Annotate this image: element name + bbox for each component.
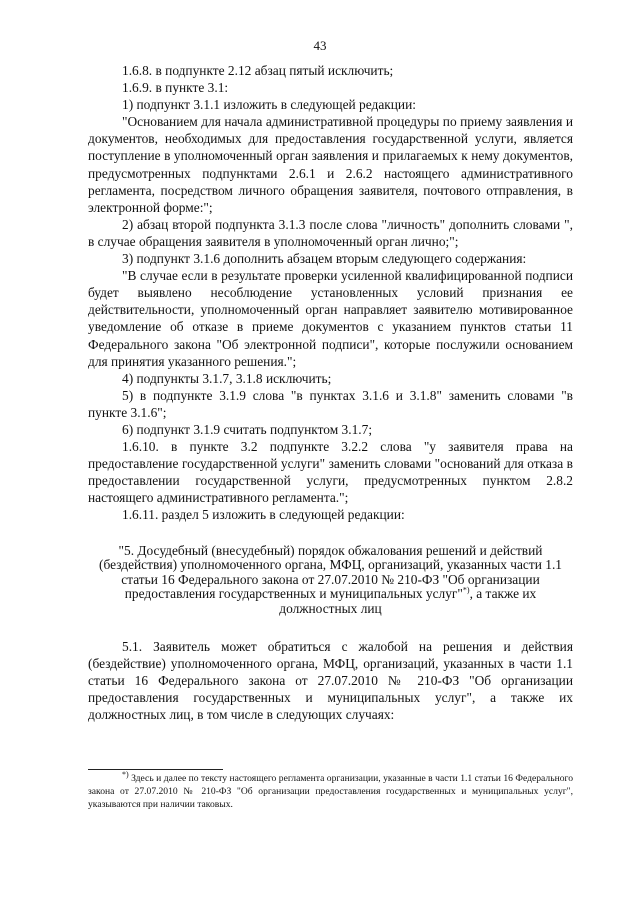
paragraph-item-5: 5) в подпункте 3.1.9 слова "в пунктах 3.1.6 и 3.1.8" заменить словами "в пункте 3.1.6";	[88, 387, 573, 420]
paragraph-quote-3-1-6: "В случае если в результате проверки усиленной квалифицированной подписи будет выявлено несоблюдение установленных условий признания ее действительности, уполномоченный орган направляет заявителю мотивированное уведомление об отказе в приеме документов с указанием пунктов статьи 11 Федерального закона "Об электронной подписи", которые послужили основанием для принятия указанного решения.";	[88, 268, 573, 369]
paragraph-item-6: 6) подпункт 3.1.9 считать подпунктом 3.1.7;	[122, 421, 373, 437]
paragraph-item-2: 2) абзац второй подпункта 3.1.3 после слова "личность" дополнить словами ", в случае обращения заявителя в уполномоченный орган лично;";	[88, 216, 573, 249]
section-heading-text: "5. Досудебный (внесудебный) порядок обжалования решений и действий (бездействия) уполномоченного органа, МФЦ, организаций, указанных части 1.1 статьи 16 Федерального закона от 27.07.2010 № 210-ФЗ "Об организации предоставления государственных и муниципальных услуг"	[99, 542, 562, 602]
paragraph-quote-3-1-1: "Основанием для начала административной процедуры по приему заявления и документов, необходимых для предоставления государственной услуги, является поступление в уполномоченный орган заявления и прилагаемых к нему документов, предусмотренных подпунктами 2.6.1 и 2.6.2 настоящего административного регламента, посредством личного обращения заявителя, почтового отправления, в электронной форме:";	[88, 114, 573, 215]
paragraph-1-6-9: 1.6.9. в пункте 3.1:	[122, 80, 229, 96]
paragraph-5-1: 5.1. Заявитель может обратиться с жалобой на решения и действия (бездействие) уполномоченного органа, МФЦ, организаций, указанных в части 1.1 статьи 16 Федерального закона от 27.07.2010 № 210-ФЗ "Об организации предоставления государственных и муниципальных услуг", а также их должностных лиц, в том числе в следующих случаях:	[88, 639, 573, 723]
paragraph-1-6-11: 1.6.11. раздел 5 изложить в следующей редакции:	[122, 507, 405, 523]
footnote-separator	[88, 769, 223, 770]
section-heading-tail: , а также их должностных лиц	[279, 586, 537, 616]
paragraph-1-6-8: 1.6.8. в подпункте 2.12 абзац пятый исключить;	[122, 63, 394, 78]
body-text	[88, 62, 573, 724]
section-heading	[88, 544, 573, 617]
paragraph-item-4: 4) подпункты 3.1.7, 3.1.8 исключить;	[122, 370, 332, 386]
footnote	[88, 769, 573, 811]
paragraph-1-6-10: 1.6.10. в пункте 3.2 подпункте 3.2.2 слова "у заявителя права на предоставление государственной услуги" заменить словами "оснований для отказа в предоставлении государственной услуги, предусмотренных пунктом 2.8.2 настоящего административного регламента.";	[88, 439, 573, 506]
page-number: 43	[313, 38, 327, 53]
paragraph-item-3: 3) подпункт 3.1.6 дополнить абзацем вторым следующего содержания:	[122, 251, 527, 267]
heading-footnote-mark: *)	[462, 585, 470, 595]
footnote-text: Здесь и далее по тексту настоящего регламента организации, указанные в части 1.1 статьи 16 Федерального закона от 27.07.2010 № 210-ФЗ "Об организации предоставления государственных и муниципальных услуг", указываются при наличии таковых.	[88, 773, 573, 810]
paragraph-item-1: 1) подпункт 3.1.1 изложить в следующей редакции:	[122, 97, 416, 113]
footnote-mark: *)	[122, 769, 129, 779]
